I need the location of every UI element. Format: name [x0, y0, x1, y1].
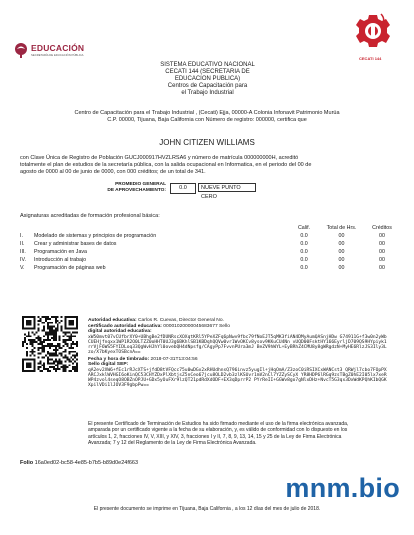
average-value-box: 0.0: [170, 183, 196, 194]
header-line-5: el Trabajo Industrial: [181, 89, 234, 96]
subject-row: [20, 249, 400, 257]
subject-num: I.: [20, 233, 23, 239]
header-line-2: CECATI 144 (SECRETARIA DE: [165, 68, 250, 75]
subject-credits: 00: [379, 233, 385, 239]
intro-line-1: Centro de Capacitación para el Trabajo Industrial , (Cecati) Ejja, 00000-A Colonia Infonavit Patrimonio Murúa: [74, 110, 340, 116]
authority-label: Autoridad educativa:: [88, 318, 137, 323]
subjects-table: [20, 225, 400, 273]
subject-calif: 0.0: [300, 233, 308, 239]
legal-line-4: Avanzada; 7 y 12 del Reglamento de la Ley de Firma Electrónica Avanzada.: [88, 440, 257, 447]
subject-calif: 0.0: [300, 249, 308, 255]
body-line-2: totalmente el plan de estudios de la secretaría pública, con la salida ocupacional en Informatica, en el periodo del 00 de: [20, 161, 312, 168]
logo-subtitle: SECRETARÍA DE EDUCACIÓN PÚBLICA: [31, 53, 84, 57]
average-text-box: NUEVE PUNTO CERO: [198, 183, 256, 192]
header-line-1: SISTEMA EDUCATIVO NACIONAL: [160, 62, 255, 68]
header-line-4: Centros de Capacitación para: [167, 82, 248, 89]
average-label-line-1: PROMEDIO GENERAL: [115, 182, 166, 187]
legal-paragraph: [88, 421, 406, 447]
subject-calif: 0.0: [300, 257, 308, 263]
digital-seal-label: digital autoridad educativa:: [88, 329, 152, 335]
subject-hours: 00: [338, 265, 345, 271]
sep-seal-hash: qA2ev2XW6+fEc1rRJcXTS+jfdD8tVFQcc75u0wDGx2xRHUdhnsQ796invz5yugIl+jHqOmA/Z3zoC0iRSIXCxWANCst3 QRWjl7cbo7FOpPXARCJxklWVHGI6oKinQC53CHYZDxPlXbtjsZ5nCeo67jcu8OLD2vb3zlKSUvr1mV2nCl7YZZySCyX YR8HDP6lRGq9zsTBgZ0hE2I05lx7xeRWP4zvol4seqO8OBZnOPJU+GDx5yOuFXr9lzQT21pdRdXdODF+EX3qDprrP2 PYrReII+GGWv8go7gNlxDHz+NvcT5G3qx3DxWdKPQhKIbQGKXpilVDi1lJOV3F9gbpPw==: [88, 367, 387, 389]
folio-label: Folio: [20, 460, 34, 466]
sep-seal-label: Sello digital SEP:: [88, 362, 129, 368]
subject-num: III.: [20, 249, 26, 255]
column-header-calif: Calif.: [297, 225, 311, 231]
subject-credits: 00: [379, 257, 385, 263]
legal-line-1: El presente Certificado de Terminación de Estudios ha sido firmado mediante el uso de la firma electrónica avanzada,: [88, 421, 349, 427]
subject-name: Crear y administrar bases de datos: [34, 241, 117, 247]
digital-seal-hash: xW50mvt07vCUfbrXY0+UBhgBe2fDUNRscXOXqtKRl5YPeXZFq6pNwv9fbc79fNoEJT5qMK3fiAN4DMyAumQASnjHDw G74911G+f3w0n2yWbCUEHjfnqxx1WP1R2O0LTZZ0oHHT0UJ3g6BKhlSB1KBDqhQQVw0vr1WvOKCv8ysov9KKuCU4Nn vUQD00FsktHY166EyrljD709QS9HYpiyk1rrVjF6WS5FYIDLoq33QgWvHJhYl0ovebQH4dNpsfg/CAgyPp7FvvnPUra3mJ BeZV9hWYL+EyBRhZ4CMU8y8gWRgdzN+MyHE6RlzJS3Ily3Lzo/X7bKyexTOSBcnA==: [88, 334, 387, 356]
column-header-credits: Créditos: [372, 225, 392, 231]
average-label-line-2: DE APROVECHAMIENTO:: [107, 187, 166, 193]
sep-logo: [14, 41, 84, 63]
subject-credits: 00: [379, 265, 385, 271]
subject-hours: 00: [338, 249, 345, 255]
body-paragraph: [20, 155, 405, 175]
document-header: [120, 62, 295, 97]
subject-row: [20, 241, 400, 249]
cecati-logo-label: CECATI 144: [359, 56, 382, 61]
subject-row: [20, 233, 400, 241]
watermark: mnm.bio: [285, 473, 400, 503]
subject-num: IV.: [20, 257, 26, 263]
subject-credits: 00: [379, 241, 385, 247]
legal-line-3: artículos 1, 2, fracciones IV, V, XIII, y XIV, 3, fracciones I y II, 7, 8, 9, 13, 14, 15 y 25 de la Ley de Firma Electrónica: [88, 433, 342, 440]
date-value: 2018-07-31T13:04:56: [150, 356, 198, 362]
subject-hours: 00: [338, 257, 345, 263]
subject-num: V.: [20, 265, 25, 271]
logo-title: EDUCACIÓN: [31, 43, 85, 53]
cert-label: certificado autoridad educativa:: [88, 323, 162, 329]
signature-block: [88, 318, 388, 389]
subject-name: Modelado de sistemas y principios de programación: [34, 233, 157, 239]
person-name: JOHN CITIZEN WILLIAMS: [159, 138, 255, 147]
subject-hours: 00: [338, 233, 345, 239]
legal-line-2: amparada por un certificado vigente a la fecha de su elaboración, y, es válido de conformidad con lo dispuesto en los: [88, 427, 348, 434]
date-label: Fecha y hora de timbrado:: [88, 356, 150, 362]
intro-line-2: C.P. 00000, Tijuana, Baja California con Número de registro: 000000, certifica que: [107, 116, 307, 123]
subjects-header-row: [20, 225, 400, 233]
subject-row: [20, 265, 400, 273]
subject-credits: 00: [379, 249, 385, 255]
subject-name: Programación de páginas web: [34, 265, 106, 271]
subject-calif: 0.0: [300, 265, 308, 271]
subject-name: Introducción al trabajo: [34, 257, 87, 263]
average-label: [80, 182, 166, 193]
body-line-1: con Clave Única de Registro de Población GUCJ000917HVZLRSA6 y número de matrícula 000000000H, acreditó: [20, 155, 299, 161]
subject-num: II.: [20, 241, 25, 247]
cert-value: 00001020000045683677 Sello: [163, 323, 230, 329]
cecati-logo: [353, 13, 393, 65]
authority-value: Carlos R. Cuevas, Director General No.: [138, 318, 224, 323]
subjects-heading: Asignaturas acreditadas de formación profesional básica:: [20, 213, 160, 219]
intro-text: [18, 110, 396, 124]
body-line-3: agosto de 0000 al 00 de junio de 0000, con 000 créditos; de un total de 341.: [20, 168, 206, 175]
subject-hours: 00: [338, 241, 345, 247]
header-line-3: EDUCACION PUBLICA): [174, 75, 241, 82]
footer-text: El presente documento se imprime en Tijuana, Baja California , a los 12 días del mes de julio de 2018.: [93, 506, 321, 512]
folio-value: 16a0ed02-bc58-4e85-b7b5-b89d0e24f663: [34, 460, 139, 466]
column-header-hours: Total de Hrs.: [326, 225, 357, 231]
gear-logo-icon: [355, 13, 391, 53]
eagle-emblem-icon: [14, 42, 28, 60]
folio: [20, 460, 138, 466]
subject-calif: 0.0: [300, 241, 308, 247]
subject-row: [20, 257, 400, 265]
qr-code: [22, 316, 78, 372]
subject-name: Programación en Java: [34, 249, 87, 255]
qr-code-icon: [22, 316, 78, 372]
